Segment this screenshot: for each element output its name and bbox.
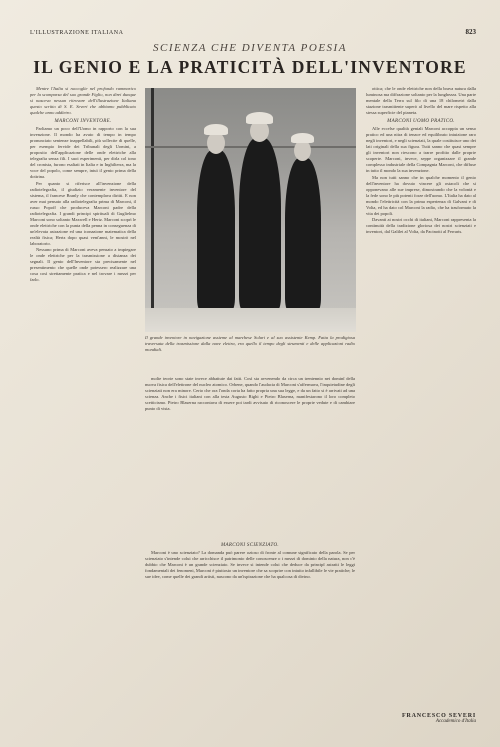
column-middle-top [145, 376, 355, 536]
person-figure [239, 138, 281, 310]
article-intro: Mentre l'Italia si raccoglie nel profondo rammarico per la scomparsa del suo grande Figlio, non direi dunque si nasceva nessun ritrovare dell'illustrazione Italiana questo scritto di S. E. Severi che abbiamo pubblicato qualche anno addietro. [30, 86, 136, 115]
paragraph: Nessuno prima di Marconi aveva pensato a impiegare le onde elettriche per la trasmissione a distanza dei segnali. Il genio dell'Inventore sta precisamente nel presentimento che quelle onde potessero realizzare una cosa così strettamente pratica e nel trovare i mezzi per farlo. [30, 247, 136, 282]
photo-caption: Il grande inventore in navigazione assieme al marchese Solari e al suo assistente Kemp. Fatta la prodigiosa traversata della trasmissione dalla nave elettra, era quello il tempo degli strumenti e delle applicazioni radio mondiali. [145, 335, 355, 352]
paragraph: ottica; che le onde elettriche non della brava natura dalla luminosa ma diffrazione soltanto per la lunghezza. Una parte mentale della Terra sul filo di una 18 chilometri dalla stazione trasmittente superò al livello del mare rispetto alla stessa superficie del pianeta. [366, 86, 476, 115]
person-face [294, 140, 311, 161]
paragraph: molte teorie sono state invece abbattute dai fatti. Così sta avvenendo da circa un trentennio nei dominî della nuova fisica dell'elettrone del nucleo atomico. Orbene, quando l'audacia di Marconi s'affermava, l'inquietudine degli scienziati non era minore. Certo che ora l'onda corta ha fatto propria una sua legge, e da un fatto si è arrivati ad una scienza. Anche i fisici italiani con alla testa Augusto Righi e Pietro Blaserna, manifestarono il loro completo scetticismo. Pietro Blaserna raccontava di essere poi tardi avvisato di riconoscere le proprie vedute e di cambiare punto di vista. [145, 376, 355, 411]
article-kicker: SCIENZA CHE DIVENTA POESIA [153, 42, 347, 54]
person-face [207, 132, 225, 154]
author-role: Accademico d'Italia [435, 719, 476, 724]
paragraph: Parliamo un poco dell'Uomo in rapporto con la sua invenzione. Il mondo ha avuto di tempo in tempo pronunciato sentenze inappellabili, più sollecite di quelle, per esempio fervide dei Tribunali degli Uomini, a proposito dell'applicazione delle onde elettriche alla telegrafia senza fili. I suoi esperimenti, per dirla col tono del cronista, furono esaltati in Italia e in Inghilterra, ma la voce del popolo, come sempre, intuì il genio prima della dottrina. [30, 126, 136, 179]
page-number: 823 [465, 28, 476, 36]
paragraph: Per quanto si riferisce all'invenzione della radiotelegrafia, il giudizio veramente inventore del sistema, il francese Branly che contemplava diritti. E non aver mai pensato alla radiotelegrafia prima di Marconi, il russo Popoff che produceva Marconi padre della radiotelegrafia. I grandi principi spirituali di Guglielmo Marconi sono soltanto Maxwell e Hertz. Marconi scoprì le onde elettriche con la punta della penna in conseguenza di un'elevata astrazione ed una iconazione matematica della realtà fisica; Hertz dopo quasi vent'anni, le mostrò nel laboratorio. [30, 180, 136, 246]
ship-mast [151, 88, 154, 332]
author-name: FRANCESCO SEVERI [402, 713, 476, 719]
article-title: IL GENIO E LA PRATICITÀ DELL'INVENTORE [33, 57, 467, 77]
paragraph: Davanti ai nostri occhi di italiani, Marconi rappresenta la continuità della tradizione gloriosa dei nostri scienziati e inventori, dal Galilei al Volta, da Pacinotti al Ferraris. [366, 217, 476, 234]
section-heading-inventore: MARCONI INVENTORE. [54, 119, 112, 124]
paragraph: Alle eccelse qualità geniali Marconi accoppia un senso pratico ed una nitra di tenace ed equilibrato intuizione raro negli inventori, e negli scienziati, la quale costituisce uno dei lati originali della sua figura. Tutti sanno che quasi sempre gli inventori non riescono a trarre profitto dalle proprie scoperte. Marconi, invece, seppe organizzare il grande complesso industriale della Compagnia Marconi, che diffuse in tutto il mondo la sua invenzione. [366, 126, 476, 173]
column-left [30, 86, 136, 726]
person-cap [204, 124, 228, 135]
author-signature [364, 713, 476, 724]
column-right [366, 86, 476, 726]
person-figure [197, 150, 235, 310]
person-cap [246, 112, 273, 124]
section-heading-scienziato: MARCONI SCIENZIATO. [221, 543, 279, 548]
paragraph: Ma non tutti sanno che in qualche momento il genio dell'inventore ha dovuto vincere gli ostacoli che si opponevano alle sue imprese, dimostrando che la volontà e la fede sono le più potenti forze dell'uomo. L'Italia ha dato al mondo l'elettricità con la prima esperienza di Galvani e di Volta, ed ha dato col Marconi la radio, che ha trasformato la vita dei popoli. [366, 174, 476, 216]
person-figure [285, 158, 321, 310]
ship-deck [145, 308, 356, 332]
paragraph: Marconi è uno scienziato? La domanda può parere ozioso di fronte al comune significato della parola. Se per scienziato s'intende colui che arricchisce il patrimonio delle conoscenze o i mezzi di dominio della natura, non c'è dubbio che Marconi è un grande scienziato. Se invece si intende colui che deduce da principî astratti le leggi fondamentali dei fenomeni, Marconi è piuttosto un inventore che sa scoprire con intuito infallibile le vie pratiche; le sue idee, come quelle dei grandi artisti, nascono da un'ispirazione che ha qualcosa di divino. [145, 550, 355, 579]
photo-marconi-on-ship [145, 88, 356, 332]
column-middle-bottom [145, 540, 355, 700]
running-head: L'ILLUSTRAZIONE ITALIANA [30, 30, 124, 36]
person-cap [291, 133, 314, 143]
section-heading-uomo-pratico: MARCONI UOMO PRATICO. [387, 119, 455, 124]
